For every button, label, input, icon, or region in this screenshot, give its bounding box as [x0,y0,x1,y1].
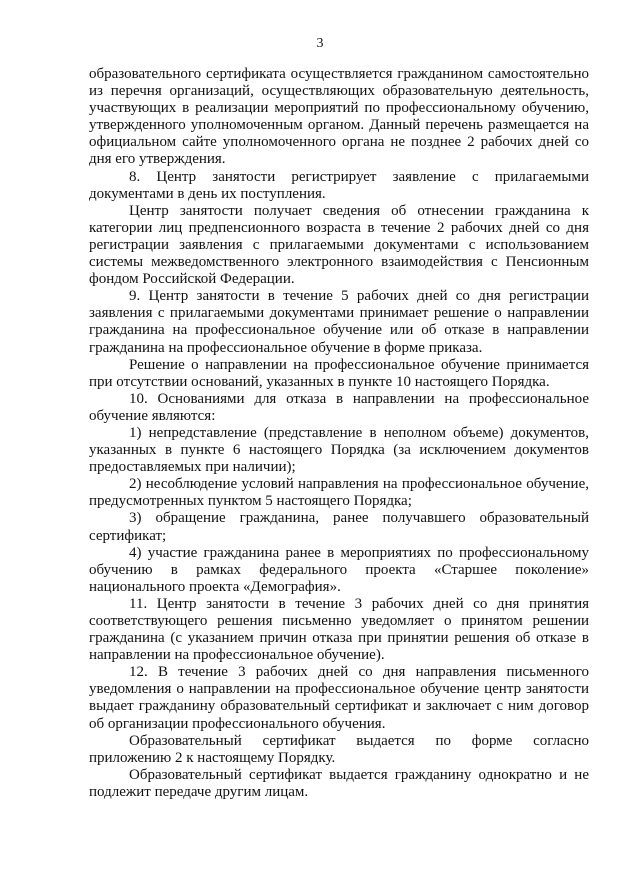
list-item-refusal-4: 4) участие гражданина ранее в мероприятиях по профессиональному обучению в рамках федерального проекта «Старшее поколение» национального проекта «Демография». [89,544,589,595]
list-item-refusal-3: 3) обращение гражданина, ранее получавшего образовательный сертификат; [89,510,589,544]
paragraph-certificate-once: Образовательный сертификат выдается гражданину однократно и не подлежит передаче другим лицам. [89,766,589,800]
paragraph-item-8: 8. Центр занятости регистрирует заявление с прилагаемыми документами в день их поступления. [89,168,589,202]
paragraph-item-10: 10. Основаниями для отказа в направлении на профессиональное обучение являются: [89,390,589,424]
document-body [89,66,589,801]
list-item-refusal-2: 2) несоблюдение условий направления на профессиональное обучение, предусмотренных пунктом 5 настоящего Порядка; [89,476,589,510]
paragraph-decision: Решение о направлении на профессиональное обучение принимается при отсутствии оснований, указанных в пункте 10 настоящего Порядка. [89,356,589,390]
paragraph-item-9: 9. Центр занятости в течение 5 рабочих дней со дня регистрации заявления с прилагаемыми документами принимает решение о направлении гражданина на профессиональное обучение или об отказе в направлении гражданина на профессиональное обучение в форме приказа. [89,288,589,356]
paragraph-item-11: 11. Центр занятости в течение 3 рабочих дней со дня принятия соответствующего решения письменно уведомляет о принятом решении гражданина (с указанием причин отказа при принятии решения об отказе в направлении на профессиональное обучение). [89,595,589,664]
paragraph-item-12: 12. В течение 3 рабочих дней со дня направления письменного уведомления о направлении на профессиональное обучение центр занятости выдает гражданину образовательный сертификат и заключает с ним договор об организации профессионального обучения. [89,664,589,732]
page-number: 3 [316,36,324,51]
paragraph-certificate-form: Образовательный сертификат выдается по форме согласно приложению 2 к настоящему Порядку. [89,732,589,766]
paragraph-certificate-choice: образовательного сертификата осуществляется гражданином самостоятельно из перечня организаций, осуществляющих образовательную деятельность, участвующих в реализации мероприятий по профессиональному обучению, утвержденного уполномоченным органом. Данный перечень размещается на официальном сайте уполномоченного органа не позднее 2 рабочих дней со дня его утверждения. [89,66,589,168]
list-item-refusal-1: 1) непредставление (представление в неполном объеме) документов, указанных в пункте 6 настоящего Порядка (за исключением документов предоставляемых при наличии); [89,424,589,476]
paragraph-pre-retirement-info: Центр занятости получает сведения об отнесении гражданина к категории лиц предпенсионного возраста в течение 2 рабочих дней со дня регистрации заявления с прилагаемыми документами с использованием системы межведомственного электронного взаимодействия с Пенсионным фондом Российской Федерации. [89,202,589,288]
